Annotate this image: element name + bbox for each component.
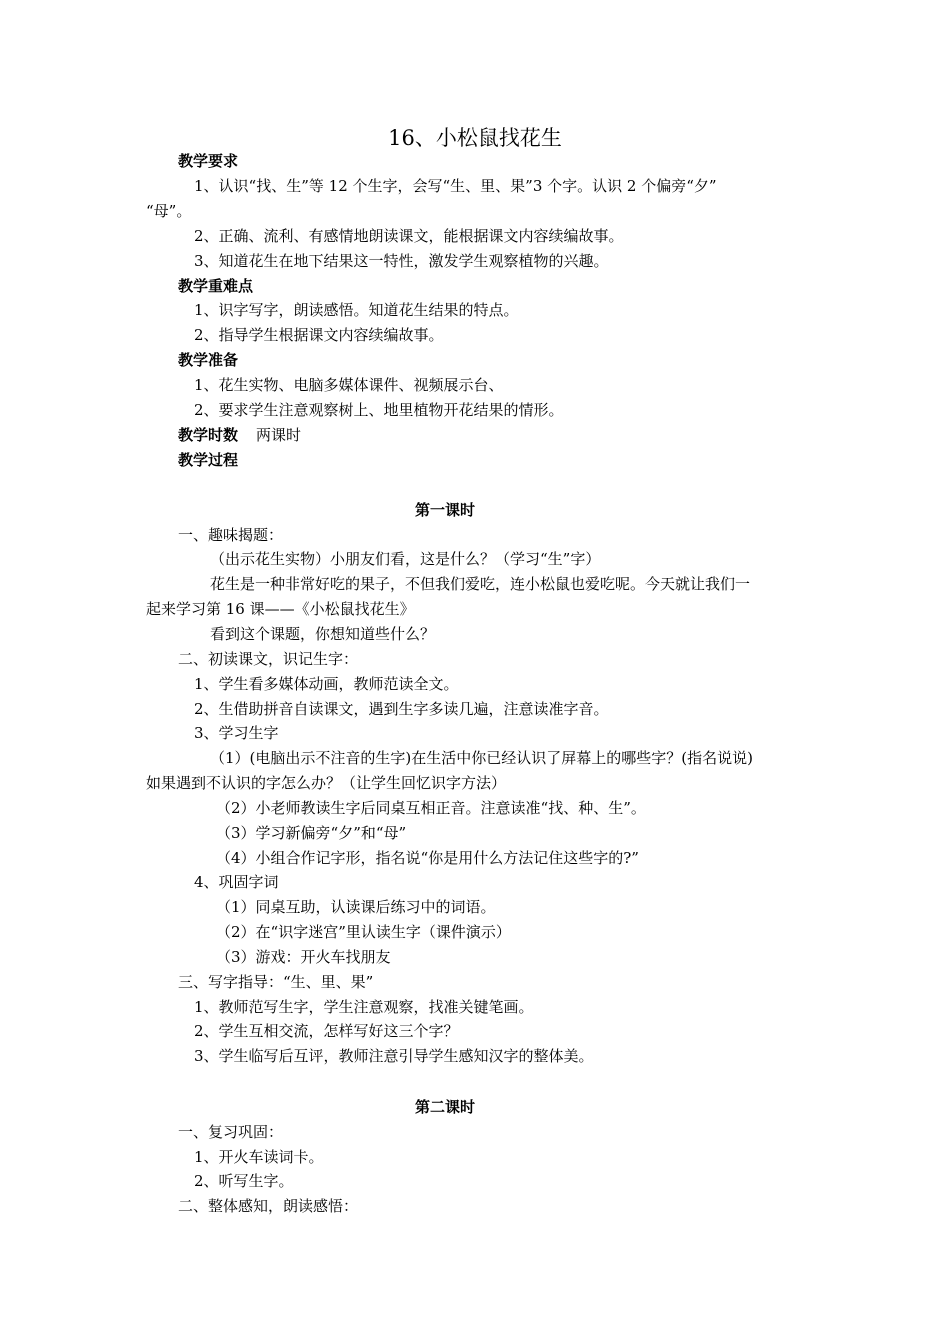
lesson2-line: 2、听写生字。 bbox=[194, 1172, 294, 1190]
lesson1-line: （1）(电脑出示不注音的生字)在生活中你已经认识了屏幕上的哪些字？(指名说说) bbox=[210, 749, 753, 767]
lesson1-line: 4、巩固字词 bbox=[194, 873, 279, 891]
lesson1-line: （2）在“识字迷宫”里认读生字（课件演示） bbox=[216, 923, 511, 941]
lesson2-section: 一、复习巩固： bbox=[178, 1123, 284, 1141]
lesson1-section: 三、写字指导：“生、里、果” bbox=[178, 973, 374, 991]
lesson1-line: 1、学生看多媒体动画，教师范读全文。 bbox=[194, 675, 459, 693]
lesson1-line: 花生是一种非常好吃的果子，不但我们爱吃，连小松鼠也爱吃呢。今天就让我们一 bbox=[210, 575, 751, 593]
requirements-heading: 教学要求 bbox=[178, 152, 239, 170]
lesson1-line: 2、生借助拼音自读课文，遇到生字多读几遍，注意读准字音。 bbox=[194, 700, 609, 718]
key-point-item: 2、指导学生根据课文内容续编故事。 bbox=[194, 326, 444, 344]
lesson2-line: 1、开火车读词卡。 bbox=[194, 1148, 324, 1166]
requirement-item: 1、认识“找、生”等 12 个生字，会写“生、里、果”3 个字。认识 2 个偏旁“夕” bbox=[194, 177, 717, 195]
key-point-item: 1、识字写字，朗读感悟。知道花生结果的特点。 bbox=[194, 301, 519, 319]
preparation-item: 1、花生实物、电脑多媒体课件、视频展示台、 bbox=[194, 376, 504, 394]
key-points-heading: 教学重难点 bbox=[178, 277, 254, 295]
lesson1-line-continued: 起来学习第 16 课——《小松鼠找花生》 bbox=[146, 600, 415, 618]
lesson-title: 16、小松鼠找花生 bbox=[388, 126, 562, 150]
lesson1-section: 一、趣味揭题： bbox=[178, 526, 284, 544]
lesson2-heading: 第二课时 bbox=[414, 1098, 475, 1116]
lesson1-line: （2）小老师教读生字后同桌互相正音。注意读准“找、种、生”。 bbox=[216, 799, 646, 817]
requirement-item-continued: “母”。 bbox=[146, 202, 192, 220]
process-heading: 教学过程 bbox=[178, 451, 239, 469]
requirement-item: 3、知道花生在地下结果这一特性，激发学生观察植物的兴趣。 bbox=[194, 252, 609, 270]
lesson1-line: 看到这个课题，你想知道些什么？ bbox=[210, 625, 436, 643]
preparation-item: 2、要求学生注意观察树上、地里植物开花结果的情形。 bbox=[194, 401, 564, 419]
hours-heading: 教学时数 bbox=[178, 426, 239, 444]
hours-value: 两课时 bbox=[256, 426, 302, 444]
lesson1-section: 二、初读课文，识记生字： bbox=[178, 650, 359, 668]
lesson1-line: （1）同桌互助，认读课后练习中的词语。 bbox=[216, 898, 496, 916]
lesson1-line: 2、学生互相交流，怎样写好这三个字？ bbox=[194, 1022, 459, 1040]
requirement-item: 2、正确、流利、有感情地朗读课文，能根据课文内容续编故事。 bbox=[194, 227, 624, 245]
lesson1-line: （3）学习新偏旁“夕”和“母” bbox=[216, 824, 407, 842]
lesson1-line: （4）小组合作记字形，指名说“你是用什么方法记住这些字的?” bbox=[216, 849, 639, 867]
lesson1-line: 1、教师范写生字，学生注意观察，找准关键笔画。 bbox=[194, 998, 534, 1016]
lesson1-line: 3、学生临写后互评，教师注意引导学生感知汉字的整体美。 bbox=[194, 1047, 594, 1065]
lesson1-heading: 第一课时 bbox=[414, 501, 475, 519]
lesson1-line: （出示花生实物）小朋友们看，这是什么？（学习“生”字） bbox=[210, 550, 601, 568]
hours-row bbox=[178, 425, 301, 445]
lesson2-section: 二、整体感知，朗读感悟： bbox=[178, 1197, 359, 1215]
lesson1-line: 3、学习生字 bbox=[194, 724, 279, 742]
lesson1-line-continued: 如果遇到不认识的字怎么办？（让学生回忆识字方法） bbox=[146, 774, 507, 792]
lesson1-line: （3）游戏：开火车找朋友 bbox=[216, 948, 391, 966]
preparation-heading: 教学准备 bbox=[178, 351, 239, 369]
